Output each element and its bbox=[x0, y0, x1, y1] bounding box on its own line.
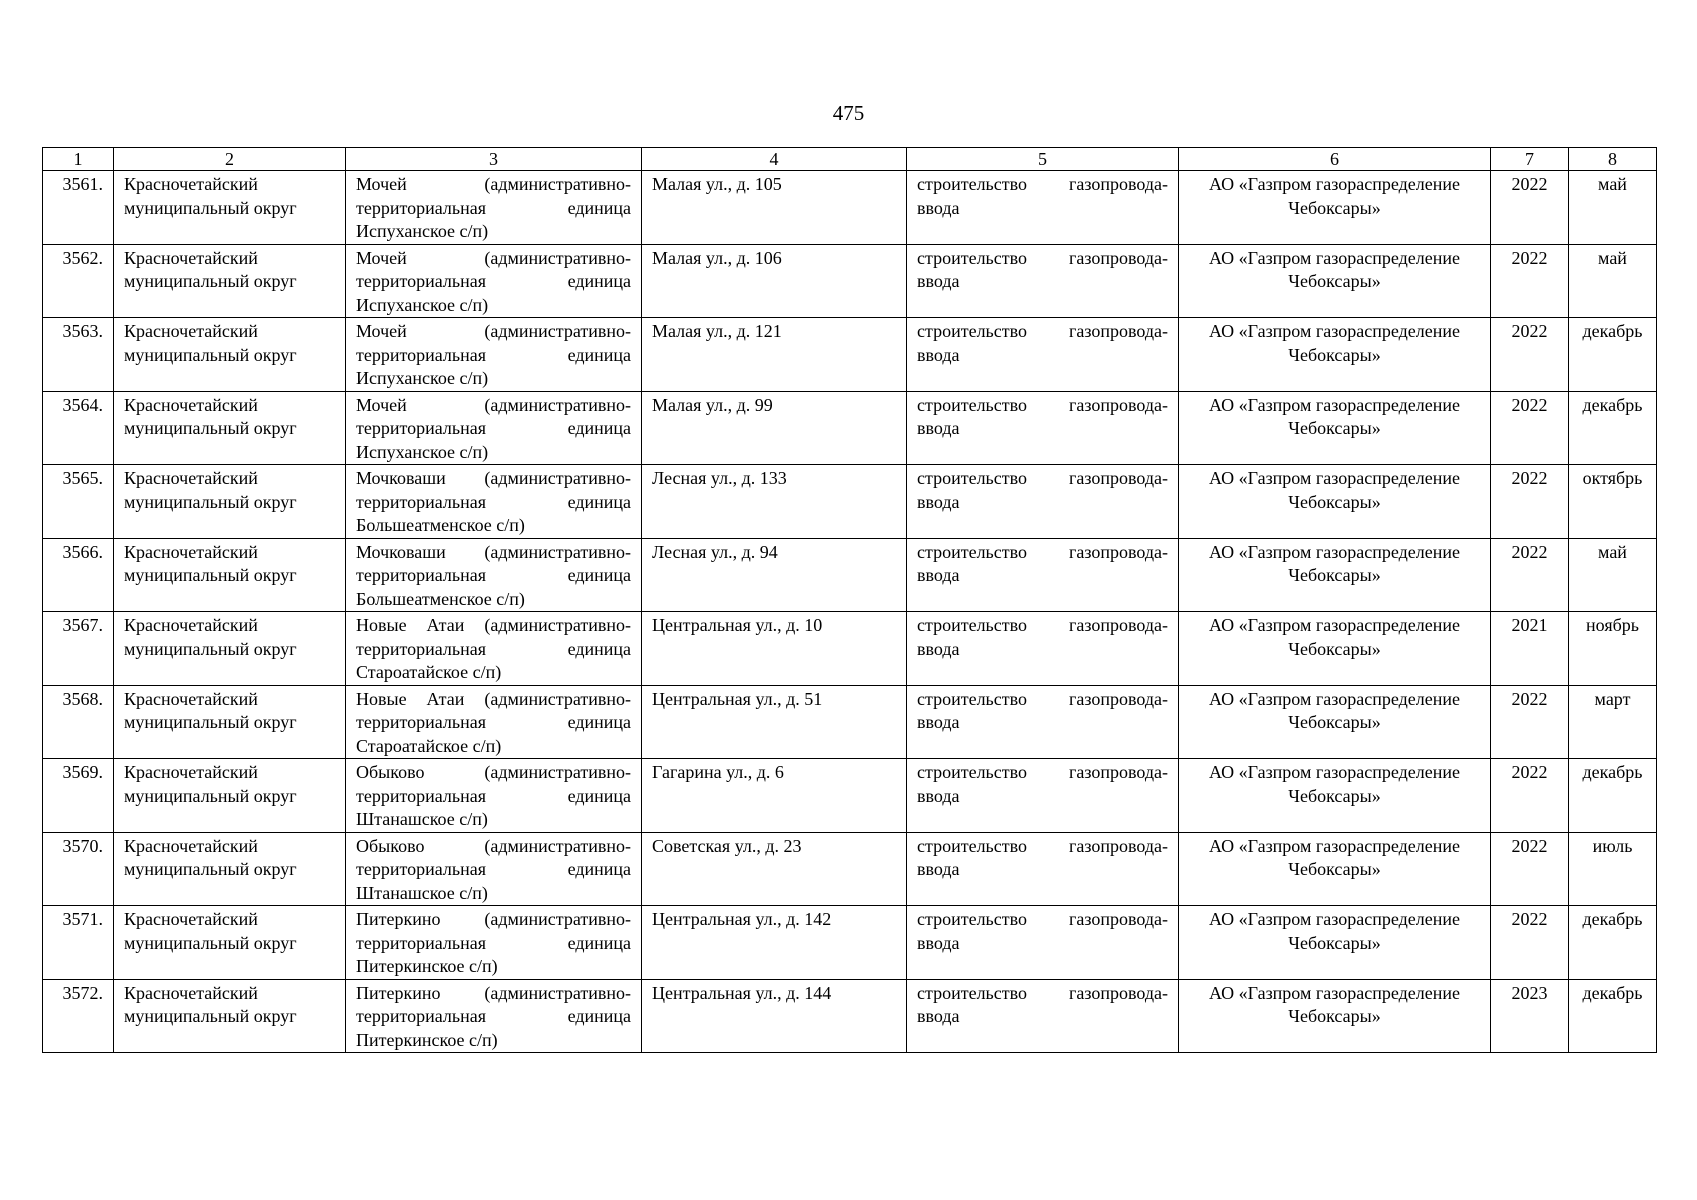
year-cell: 2022 bbox=[1491, 906, 1569, 980]
address-cell: Советская ул., д. 23 bbox=[642, 832, 907, 906]
row-number: 3567. bbox=[43, 612, 114, 686]
district-cell: Красночетайский муниципальный округ bbox=[114, 906, 346, 980]
table-row bbox=[43, 612, 1657, 686]
address-cell: Малая ул., д. 121 bbox=[642, 318, 907, 392]
organization-cell: АО «Газпром газораспределение Чебоксары» bbox=[1179, 685, 1491, 759]
district-cell: Красночетайский муниципальный округ bbox=[114, 979, 346, 1053]
district-cell: Красночетайский муниципальный округ bbox=[114, 318, 346, 392]
locality-cell: Питеркино (административно-территориальная единица Питеркинское с/п) bbox=[346, 906, 642, 980]
table-row bbox=[43, 318, 1657, 392]
row-number: 3568. bbox=[43, 685, 114, 759]
row-number: 3566. bbox=[43, 538, 114, 612]
locality-cell: Обыково (административно-территориальная единица Штанашское с/п) bbox=[346, 832, 642, 906]
gas-connection-table bbox=[42, 147, 1657, 1053]
locality-cell: Новые Атаи (административно-территориальная единица Староатайское с/п) bbox=[346, 612, 642, 686]
month-cell: июль bbox=[1569, 832, 1657, 906]
work-type-cell: строительство газопровода-ввода bbox=[907, 979, 1179, 1053]
row-number: 3572. bbox=[43, 979, 114, 1053]
month-cell: май bbox=[1569, 171, 1657, 245]
table-row bbox=[43, 979, 1657, 1053]
address-cell: Гагарина ул., д. 6 bbox=[642, 759, 907, 833]
work-type-cell: строительство газопровода-ввода bbox=[907, 906, 1179, 980]
work-type-cell: строительство газопровода-ввода bbox=[907, 538, 1179, 612]
row-number: 3570. bbox=[43, 832, 114, 906]
district-cell: Красночетайский муниципальный округ bbox=[114, 171, 346, 245]
district-cell: Красночетайский муниципальный округ bbox=[114, 244, 346, 318]
table-row bbox=[43, 906, 1657, 980]
month-cell: декабрь bbox=[1569, 906, 1657, 980]
column-header: 5 bbox=[907, 148, 1179, 171]
row-number: 3562. bbox=[43, 244, 114, 318]
row-number: 3561. bbox=[43, 171, 114, 245]
month-cell: ноябрь bbox=[1569, 612, 1657, 686]
table-row bbox=[43, 465, 1657, 539]
locality-cell: Мочей (административно-территориальная единица Испуханское с/п) bbox=[346, 391, 642, 465]
locality-cell: Новые Атаи (административно-территориальная единица Староатайское с/п) bbox=[346, 685, 642, 759]
year-cell: 2021 bbox=[1491, 612, 1569, 686]
locality-cell: Мочковаши (административно-территориальная единица Большеатменское с/п) bbox=[346, 538, 642, 612]
row-number: 3565. bbox=[43, 465, 114, 539]
year-cell: 2022 bbox=[1491, 538, 1569, 612]
address-cell: Лесная ул., д. 94 bbox=[642, 538, 907, 612]
organization-cell: АО «Газпром газораспределение Чебоксары» bbox=[1179, 612, 1491, 686]
locality-cell: Мочей (административно-территориальная единица Испуханское с/п) bbox=[346, 244, 642, 318]
address-cell: Центральная ул., д. 51 bbox=[642, 685, 907, 759]
year-cell: 2022 bbox=[1491, 465, 1569, 539]
work-type-cell: строительство газопровода-ввода bbox=[907, 612, 1179, 686]
work-type-cell: строительство газопровода-ввода bbox=[907, 465, 1179, 539]
year-cell: 2022 bbox=[1491, 759, 1569, 833]
district-cell: Красночетайский муниципальный округ bbox=[114, 391, 346, 465]
district-cell: Красночетайский муниципальный округ bbox=[114, 685, 346, 759]
work-type-cell: строительство газопровода-ввода bbox=[907, 685, 1179, 759]
month-cell: май bbox=[1569, 244, 1657, 318]
address-cell: Малая ул., д. 105 bbox=[642, 171, 907, 245]
locality-cell: Питеркино (административно-территориальная единица Питеркинское с/п) bbox=[346, 979, 642, 1053]
column-header: 7 bbox=[1491, 148, 1569, 171]
month-cell: март bbox=[1569, 685, 1657, 759]
year-cell: 2022 bbox=[1491, 685, 1569, 759]
locality-cell: Мочей (административно-территориальная единица Испуханское с/п) bbox=[346, 171, 642, 245]
locality-cell: Мочей (административно-территориальная единица Испуханское с/п) bbox=[346, 318, 642, 392]
table-row bbox=[43, 244, 1657, 318]
table-row bbox=[43, 685, 1657, 759]
table-row bbox=[43, 538, 1657, 612]
row-number: 3571. bbox=[43, 906, 114, 980]
organization-cell: АО «Газпром газораспределение Чебоксары» bbox=[1179, 538, 1491, 612]
column-header: 1 bbox=[43, 148, 114, 171]
address-cell: Центральная ул., д. 10 bbox=[642, 612, 907, 686]
locality-cell: Мочковаши (административно-территориальная единица Большеатменское с/п) bbox=[346, 465, 642, 539]
address-cell: Малая ул., д. 106 bbox=[642, 244, 907, 318]
year-cell: 2022 bbox=[1491, 244, 1569, 318]
work-type-cell: строительство газопровода-ввода bbox=[907, 171, 1179, 245]
year-cell: 2022 bbox=[1491, 171, 1569, 245]
month-cell: декабрь bbox=[1569, 391, 1657, 465]
column-header: 3 bbox=[346, 148, 642, 171]
work-type-cell: строительство газопровода-ввода bbox=[907, 244, 1179, 318]
table-row bbox=[43, 759, 1657, 833]
district-cell: Красночетайский муниципальный округ bbox=[114, 759, 346, 833]
table-row bbox=[43, 171, 1657, 245]
row-number: 3563. bbox=[43, 318, 114, 392]
row-number: 3564. bbox=[43, 391, 114, 465]
page-number: 475 bbox=[832, 101, 865, 125]
district-cell: Красночетайский муниципальный округ bbox=[114, 538, 346, 612]
organization-cell: АО «Газпром газораспределение Чебоксары» bbox=[1179, 979, 1491, 1053]
organization-cell: АО «Газпром газораспределение Чебоксары» bbox=[1179, 759, 1491, 833]
work-type-cell: строительство газопровода-ввода bbox=[907, 318, 1179, 392]
address-cell: Малая ул., д. 99 bbox=[642, 391, 907, 465]
column-number-row bbox=[43, 148, 1657, 171]
table-body bbox=[43, 171, 1657, 1053]
column-header: 6 bbox=[1179, 148, 1491, 171]
column-header: 2 bbox=[114, 148, 346, 171]
work-type-cell: строительство газопровода-ввода bbox=[907, 832, 1179, 906]
table-row bbox=[43, 391, 1657, 465]
month-cell: октябрь bbox=[1569, 465, 1657, 539]
address-cell: Лесная ул., д. 133 bbox=[642, 465, 907, 539]
organization-cell: АО «Газпром газораспределение Чебоксары» bbox=[1179, 318, 1491, 392]
locality-cell: Обыково (административно-территориальная единица Штанашское с/п) bbox=[346, 759, 642, 833]
district-cell: Красночетайский муниципальный округ bbox=[114, 465, 346, 539]
year-cell: 2022 bbox=[1491, 391, 1569, 465]
organization-cell: АО «Газпром газораспределение Чебоксары» bbox=[1179, 906, 1491, 980]
year-cell: 2022 bbox=[1491, 832, 1569, 906]
work-type-cell: строительство газопровода-ввода bbox=[907, 759, 1179, 833]
address-cell: Центральная ул., д. 144 bbox=[642, 979, 907, 1053]
organization-cell: АО «Газпром газораспределение Чебоксары» bbox=[1179, 171, 1491, 245]
month-cell: декабрь bbox=[1569, 979, 1657, 1053]
month-cell: декабрь bbox=[1569, 318, 1657, 392]
district-cell: Красночетайский муниципальный округ bbox=[114, 832, 346, 906]
organization-cell: АО «Газпром газораспределение Чебоксары» bbox=[1179, 391, 1491, 465]
district-cell: Красночетайский муниципальный округ bbox=[114, 612, 346, 686]
organization-cell: АО «Газпром газораспределение Чебоксары» bbox=[1179, 465, 1491, 539]
column-header: 4 bbox=[642, 148, 907, 171]
row-number: 3569. bbox=[43, 759, 114, 833]
organization-cell: АО «Газпром газораспределение Чебоксары» bbox=[1179, 244, 1491, 318]
address-cell: Центральная ул., д. 142 bbox=[642, 906, 907, 980]
column-header: 8 bbox=[1569, 148, 1657, 171]
year-cell: 2022 bbox=[1491, 318, 1569, 392]
year-cell: 2023 bbox=[1491, 979, 1569, 1053]
table-row bbox=[43, 832, 1657, 906]
work-type-cell: строительство газопровода-ввода bbox=[907, 391, 1179, 465]
organization-cell: АО «Газпром газораспределение Чебоксары» bbox=[1179, 832, 1491, 906]
month-cell: декабрь bbox=[1569, 759, 1657, 833]
month-cell: май bbox=[1569, 538, 1657, 612]
